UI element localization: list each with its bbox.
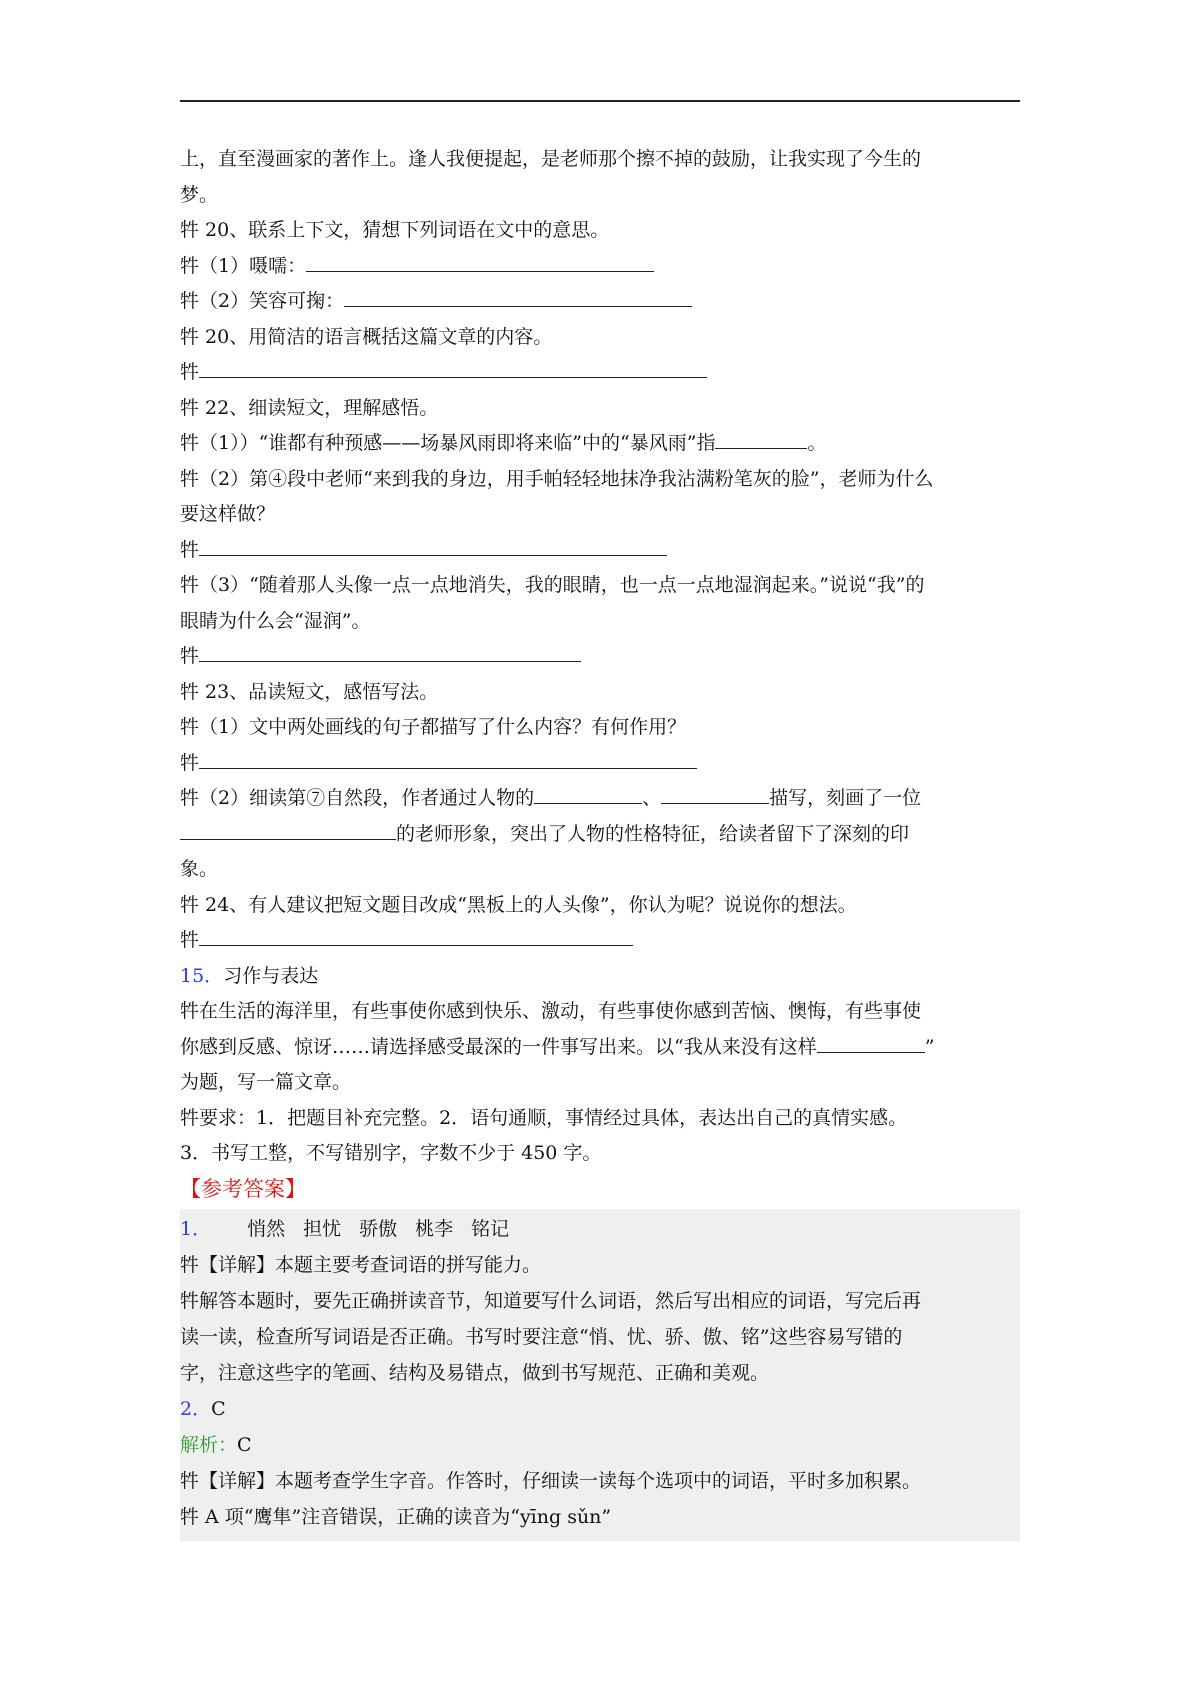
answer-blank <box>199 639 581 662</box>
document-body <box>180 142 1020 1541</box>
answer-analysis <box>180 1427 1020 1463</box>
question-20-1 <box>180 249 1020 285</box>
answer-detail: 牪【详解】本题主要考查词语的拼写能力。 <box>180 1254 542 1276</box>
question-text: 牪（2）细读第⑦自然段，作者通过人物的 <box>180 787 535 809</box>
answer-blank <box>199 533 667 556</box>
header-rule <box>180 100 1020 102</box>
question-23: 牪 23、品读短文，感悟写法。 <box>180 680 439 703</box>
essay-requirements: 3．书写工整，不写错别字，字数不少于 450 字。 <box>180 1142 602 1164</box>
line-prefix: 牪 <box>180 929 200 951</box>
answer-2 <box>180 1391 1020 1427</box>
question-22-1 <box>180 426 1020 462</box>
answer-line <box>180 355 1020 391</box>
section-title: 习作与表达 <box>223 964 319 987</box>
answer-detail: 字，注意这些字的笔画、结构及易错点，做到书写规范、正确和美观。 <box>180 1362 770 1384</box>
text-line: 梦。 <box>180 183 219 206</box>
punctuation: 、 <box>642 787 662 809</box>
answer-blank <box>199 923 633 946</box>
essay-prompt-line: 为题，写一篇文章。 <box>180 1071 352 1093</box>
prompt-text: 你感到反感、惊讶……请选择感受最深的一件事写出来。以“我从来没有这样 <box>180 1035 817 1058</box>
answer-1 <box>180 1211 1020 1247</box>
answer-blank <box>180 817 396 840</box>
question-23-1: 牪（1）文中两处画线的句子都描写了什么内容？有何作用？ <box>180 716 687 738</box>
question-text: 牪（1））“谁都有种预感——场暴风雨即将来临”中的“暴风雨”指 <box>180 432 716 454</box>
section-number: 15． <box>180 964 224 987</box>
answer-detail: 牪解答本题时，要先正确拼读音节，知道要写什么词语，然后写出相应的词语，写完后再 <box>180 1290 922 1312</box>
answer-term: 骄傲 <box>359 1218 398 1240</box>
answer-heading: 【参考答案】 <box>180 1176 306 1201</box>
answer-line <box>180 639 1020 675</box>
answer-term: 铭记 <box>471 1218 510 1240</box>
answer-number: 1． <box>180 1218 212 1240</box>
answer-detail: 读一读，检查所写词语是否正确。书写时要注意“悄、忧、骄、傲、铭”这些容易写错的 <box>180 1326 903 1348</box>
question-20: 牪 20、联系上下文，猜想下列词语在文中的意思。 <box>180 219 610 241</box>
answer-blank <box>199 746 697 769</box>
section-15-heading <box>180 959 1020 995</box>
answer-blank <box>534 781 642 804</box>
line-prefix: 牪 <box>180 751 200 774</box>
question-text: 描写，刻画了一位 <box>769 787 922 809</box>
answer-term: 悄然 <box>247 1218 286 1240</box>
answer-line <box>180 746 1020 782</box>
punctuation: 。 <box>807 432 827 454</box>
answer-term: 桃李 <box>415 1218 454 1240</box>
answer-term: 担忧 <box>303 1218 342 1240</box>
question-22-3: 牪（3）“随着那人头像一点一点地消失，我的眼睛，也一点一点地湿润起来。”说说“我”的 <box>180 574 925 596</box>
answer-blank <box>344 284 692 307</box>
essay-prompt-line <box>180 1030 1020 1066</box>
line-prefix: 牪 <box>180 538 200 561</box>
text-line: 象。 <box>180 858 219 880</box>
analysis-label: 解析： <box>180 1434 238 1456</box>
question-text: 的老师形象，突出了人物的性格特征，给读者留下了深刻的印 <box>396 822 910 845</box>
question-20-2 <box>180 284 1020 320</box>
line-prefix: 牪 <box>180 645 200 667</box>
answer-line <box>180 923 1020 959</box>
answer-value: C <box>211 1398 226 1420</box>
prompt-text: ” <box>924 1035 935 1058</box>
question-label: 牪（2）笑容可掬： <box>180 290 345 312</box>
essay-requirements: 牪要求：1．把题目补充完整。2．语句通顺，事情经过具体，表达出自己的真情实感。 <box>180 1106 908 1129</box>
question-22-2: 牪（2）第④段中老师“来到我的身边，用手帕轻轻地抹净我沾满粉笔灰的脸”，老师为什么 <box>180 467 934 490</box>
question-24: 牪 24、有人建议把短文题目改成“黑板上的人头像”，你认为呢？说说你的想法。 <box>180 893 857 916</box>
essay-prompt-line: 牪在生活的海洋里，有些事使你感到快乐、激动，有些事使你感到苦恼、懊悔，有些事使 <box>180 1000 922 1022</box>
answer-line <box>180 533 1020 569</box>
question-23-2 <box>180 781 1020 817</box>
text-line: 眼睛为什么会“湿润”。 <box>180 609 371 632</box>
question-23-2-cont <box>180 817 1020 853</box>
answer-box <box>180 1209 1020 1541</box>
question-21: 牪 20、用简洁的语言概括这篇文章的内容。 <box>180 325 553 348</box>
text-line: 要这样做？ <box>180 503 276 525</box>
answer-blank <box>199 355 707 378</box>
answer-number: 2． <box>180 1398 212 1420</box>
analysis-value: C <box>237 1434 252 1456</box>
title-blank <box>817 1030 925 1053</box>
answer-blank <box>715 426 807 449</box>
line-prefix: 牪 <box>180 361 200 383</box>
answer-blank <box>306 249 654 272</box>
text-line: 上，直至漫画家的著作上。逢人我便提起，是老师那个擦不掉的鼓励，让我实现了今生的 <box>180 148 922 170</box>
answer-detail: 牪 A 项“鹰隼”注音错误，正确的读音为“yīng sǔn” <box>180 1506 612 1528</box>
answer-blank <box>661 781 769 804</box>
question-label: 牪（1）嗫嚅： <box>180 254 307 277</box>
answer-detail: 牪【详解】本题考查学生字音。作答时，仔细读一读每个选项中的词语，平时多加积累。 <box>180 1470 922 1492</box>
question-22: 牪 22、细读短文，理解感悟。 <box>180 396 439 419</box>
